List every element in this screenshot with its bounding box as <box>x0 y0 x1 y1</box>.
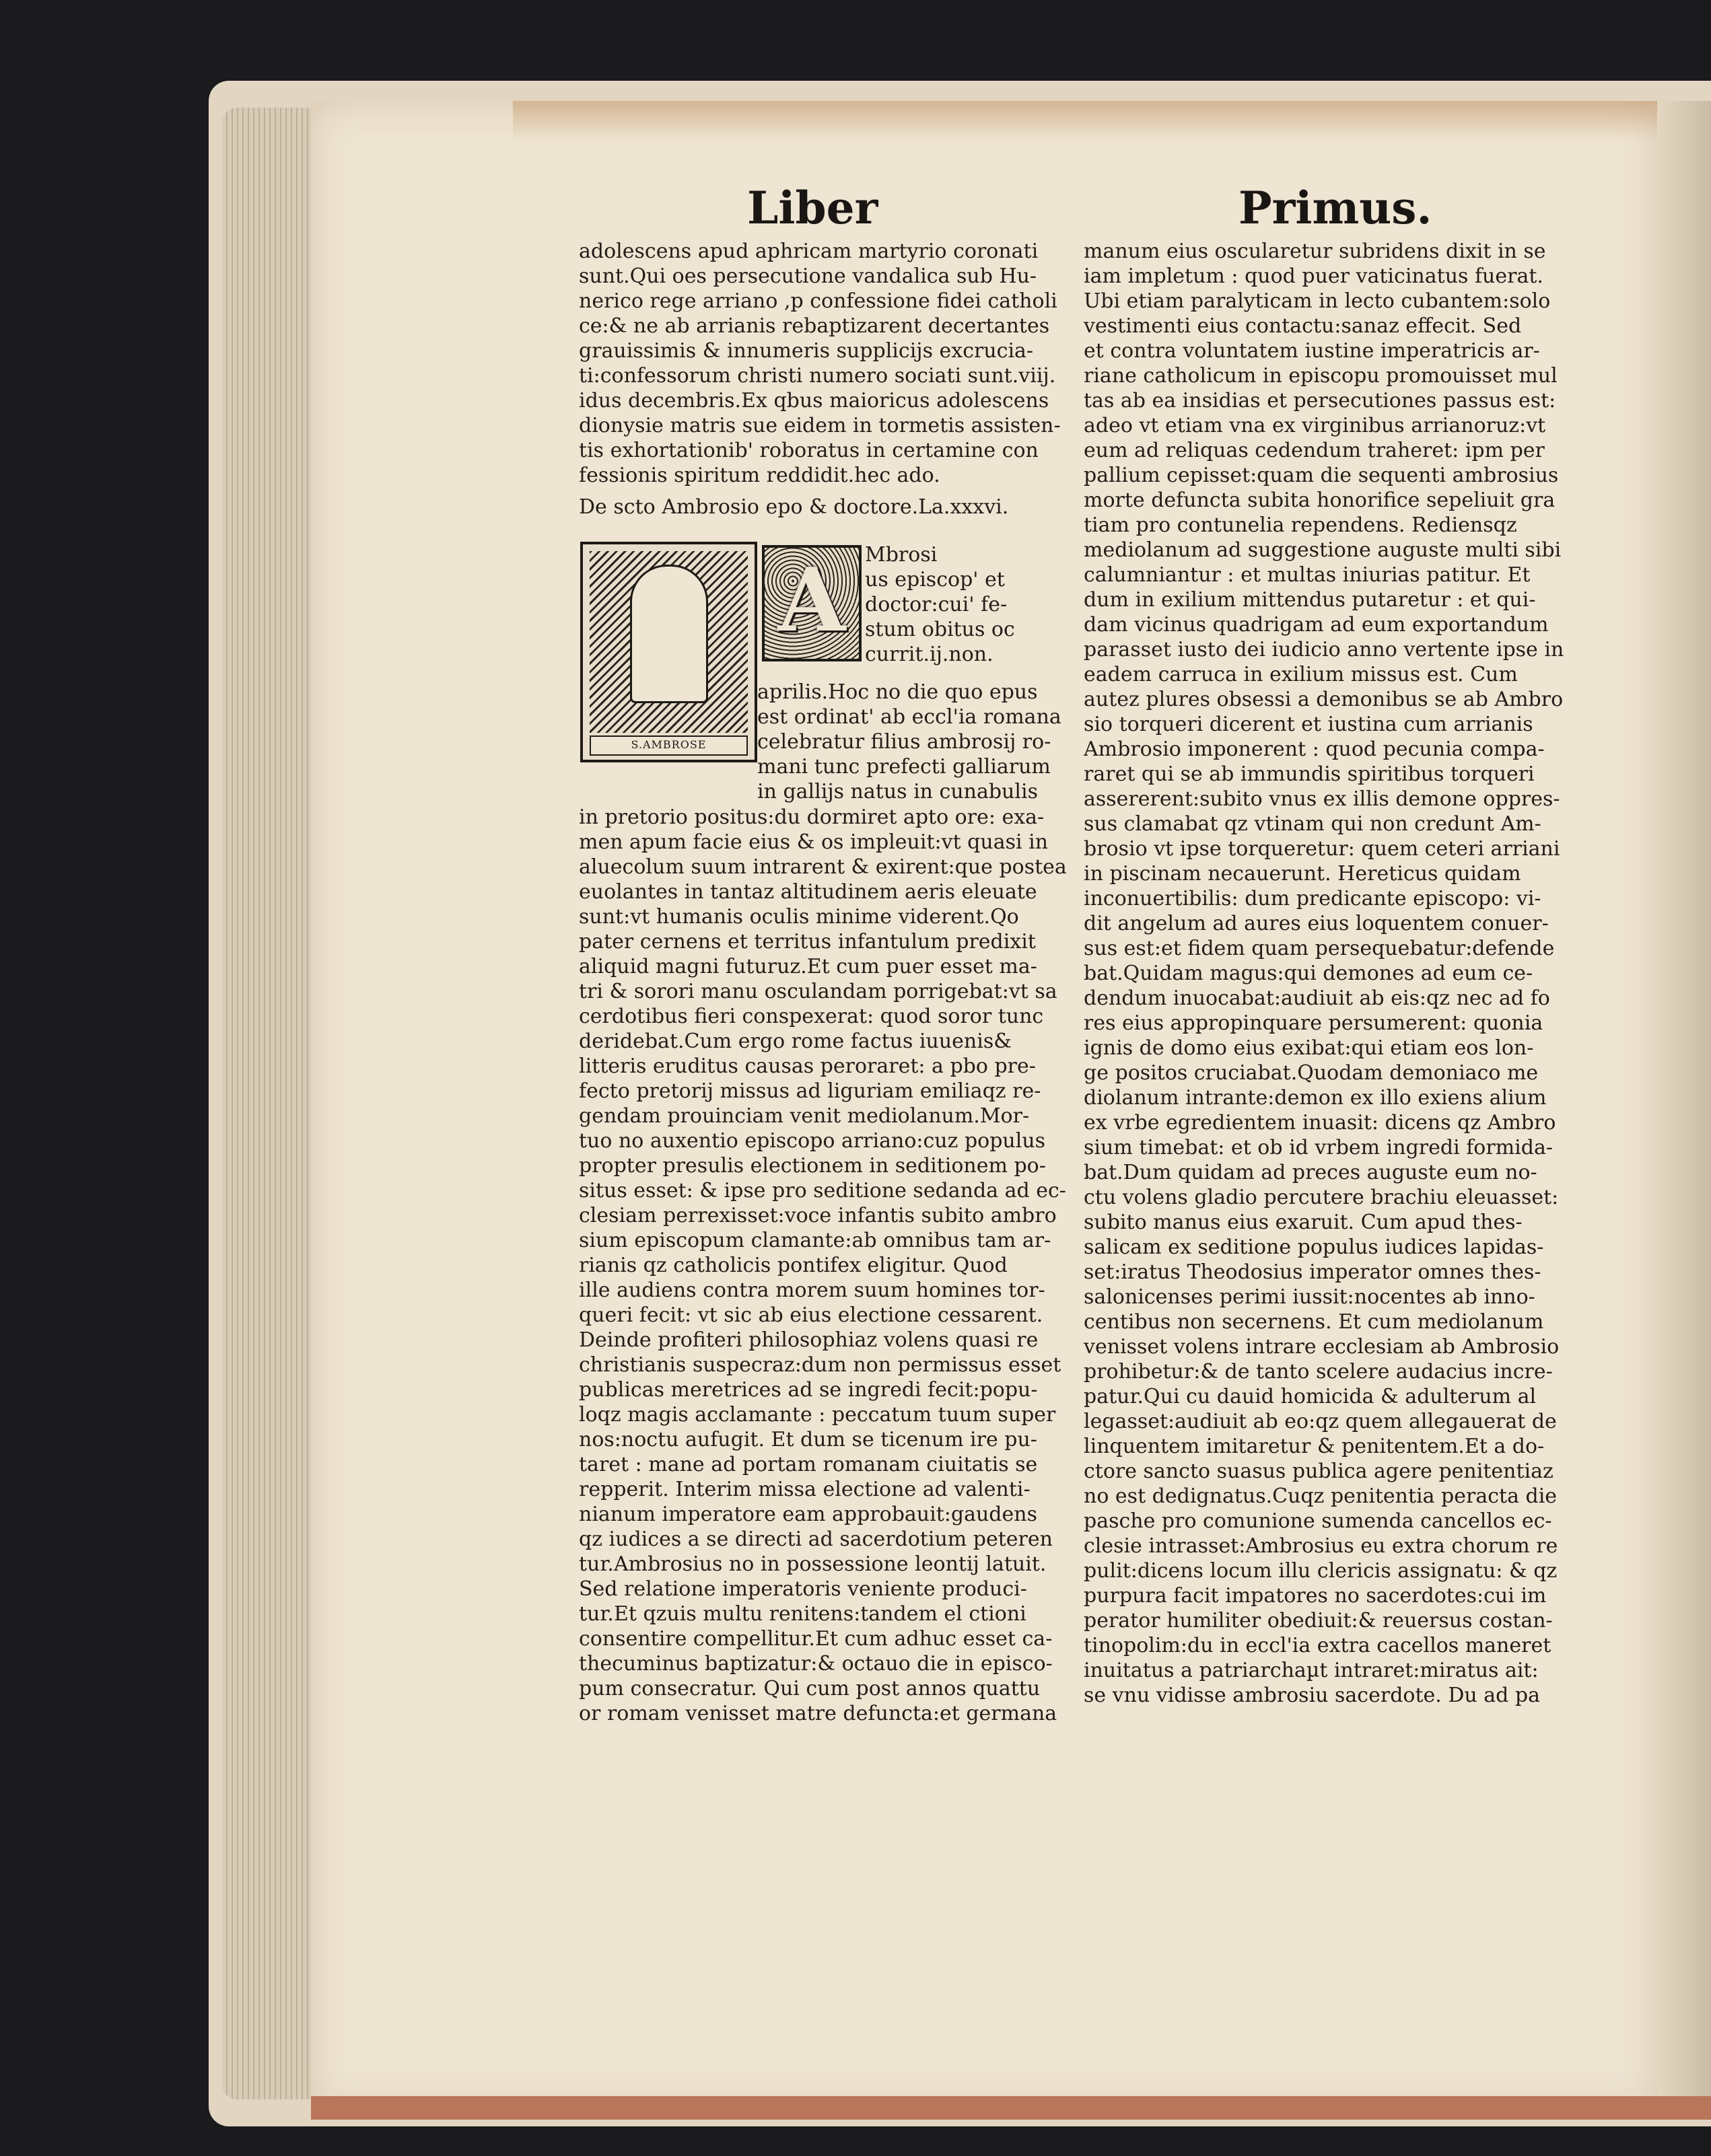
initial-letter: A <box>777 548 846 651</box>
text-line: stum obitus oc <box>865 618 1015 641</box>
text-line: tis exhortationib' roboratus in certamine con <box>579 439 1039 462</box>
text-line: loqz magis acclamante : peccatum tuum super <box>579 1403 1056 1427</box>
page-edges <box>222 108 323 2099</box>
text-line: tuo no auxentio episcopo arriano:cuz populus <box>579 1129 1046 1153</box>
text-line: Mbrosi <box>865 543 938 567</box>
text-line: pulit:dicens locum illu clericis assignatu: & qz <box>1084 1559 1558 1583</box>
header-right: Primus. <box>1238 182 1432 234</box>
text-line: publicas meretrices ad se ingredi fecit:popu- <box>579 1378 1038 1402</box>
text-line: legasset:audiuit ab eo:qz quem allegauerat de <box>1084 1410 1557 1433</box>
text-line: linquentem imitaretur & penitentem.Et a do- <box>1084 1435 1545 1458</box>
left-column-top <box>579 239 1097 488</box>
text-line: grauissimis & innumeris supplicijs excrucia- <box>579 339 1034 363</box>
text-line: christianis suspecraz:dum non permissus esset <box>579 1353 1061 1377</box>
text-line: prohibetur:& de tanto scelere audacius incre- <box>1084 1360 1553 1384</box>
text-line: iam impletum : quod puer vaticinatus fuerat. <box>1084 264 1543 288</box>
text-line: venisset volens intrare ecclesiam ab Ambrosio <box>1084 1335 1560 1359</box>
text-line: perator humiliter obediuit:& reuersus costan- <box>1084 1609 1553 1632</box>
text-line: autez plures obsessi a demonibus se ab Ambro <box>1084 688 1564 711</box>
text-line: tinopolim:du in eccl'ia extra cacellos maneret <box>1084 1634 1551 1657</box>
text-line: centibus non secernens. Et cum mediolanum <box>1084 1310 1544 1334</box>
right-column <box>1084 239 1602 1708</box>
text-line: Ambrosio imponerent : quod pecunia compa- <box>1084 738 1545 761</box>
text-line: nerico rege arriano ,p confessione fidei catholi <box>579 289 1057 313</box>
text-line: dionysie matris sue eidem in tormetis assisten- <box>579 414 1061 437</box>
decorated-initial <box>762 545 862 661</box>
text-line: repperit. Interim missa electione ad valenti- <box>579 1478 1031 1501</box>
text-line: subito manus eius exaruit. Cum apud thes- <box>1084 1211 1523 1234</box>
text-line: dendum inuocabat:audiuit ab eis:qz nec ad fo <box>1084 986 1550 1010</box>
text-line: nos:noctu aufugit. Et dum se ticenum ire pu- <box>579 1428 1037 1451</box>
text-line: in gallijs natus in cunabulis <box>757 780 1038 803</box>
woodcut-caption: S.AMBROSE <box>590 735 748 756</box>
text-line: riane catholicum in episcopu promouisset mul <box>1084 364 1558 388</box>
text-line: queri fecit: vt sic ab eius electione cessarent. <box>579 1303 1043 1327</box>
text-line: sunt:vt humanis oculis minime viderent.Qo <box>579 905 1019 929</box>
text-line: qz iudices a se directi ad sacerdotium peteren <box>579 1528 1053 1551</box>
text-line: euolantes in tantaz altitudinem aeris eleuate <box>579 880 1037 904</box>
text-line: morte defuncta subita honorifice sepeliuit gra <box>1084 489 1556 512</box>
text-line: parasset iusto dei iudicio anno vertente ipse in <box>1084 638 1564 661</box>
running-header <box>747 182 1432 242</box>
text-line: clesiam perrexisset:voce infantis subito ambro <box>579 1204 1057 1227</box>
text-line: cerdotibus fieri conspexerat: quod soror tunc <box>579 1005 1044 1028</box>
text-line: ce:& ne ab arrianis rebaptizarent decertantes <box>579 314 1050 338</box>
text-line: in pretorio positus:du dormiret apto ore: exa- <box>579 805 1045 829</box>
text-line: doctor:cui' fe- <box>865 593 1008 616</box>
text-line: men apum facie eius & os impleuit:vt quasi in <box>579 830 1049 854</box>
text-line: pater cernens et territus infantulum predixit <box>579 930 1036 954</box>
text-line: Ubi etiam paralyticam in lecto cubantem:solo <box>1084 289 1551 313</box>
text-line: vestimenti eius contactu:sanaz effecit. Sed <box>1084 314 1522 338</box>
text-line: eadem carruca in exilium missus est. Cum <box>1084 663 1518 686</box>
text-line: manum eius oscularetur subridens dixit in se <box>1084 240 1546 263</box>
text-line: propter presulis electionem in seditionem po- <box>579 1154 1046 1178</box>
text-line: tur.Et qzuis multu renitens:tandem el ctioni <box>579 1602 1026 1626</box>
text-line: in piscinam necauerunt. Hereticus quidam <box>1084 862 1521 886</box>
text-line: et contra voluntatem iustine imperatricis ar- <box>1084 339 1540 363</box>
text-line: patur.Qui cu dauid homicida & adulterum al <box>1084 1385 1537 1408</box>
text-line: set:iratus Theodosius imperator omnes thes- <box>1084 1260 1541 1284</box>
text-line: tiam pro contunelia rependens. Rediensqz <box>1084 513 1517 537</box>
text-line: bat.Quidam magus:qui demones ad eum ce- <box>1084 962 1533 985</box>
text-line: Deinde profiteri philosophiaz volens quasi re <box>579 1328 1039 1352</box>
text-line: aliquid magni futuruz.Et cum puer esset ma- <box>579 955 1037 978</box>
text-line: aluecolum suum intrarent & exirent:que postea <box>579 855 1067 879</box>
text-line: dam vicinus quadrigam ad eum exportandum <box>1084 613 1549 637</box>
text-line: idus decembris.Ex qbus maioricus adolescens <box>579 389 1049 412</box>
text-line: ctore sancto suasus publica agere penitentiaz <box>1084 1460 1553 1483</box>
bishop-figure <box>630 565 708 703</box>
text-line: calumniantur : et multas iniurias patitur. Et <box>1084 563 1531 587</box>
text-line: situs esset: & ipse pro seditione sedanda ad ec- <box>579 1179 1066 1202</box>
text-line: ge positos cruciabat.Quodam demoniaco me <box>1084 1061 1539 1085</box>
text-line: tur.Ambrosius no in possessione leontij latuit. <box>579 1552 1047 1576</box>
text-line: ignis de domo eius exibat:qui etiam eos lon- <box>1084 1036 1534 1060</box>
text-line: pasche pro comunione sumenda cancellos ec- <box>1084 1509 1552 1533</box>
text-line: currit.ij.non. <box>865 643 993 666</box>
text-line: brosio vt ipse torqueretur: quem ceteri arriani <box>1084 837 1560 861</box>
text-line: adolescens apud aphricam martyrio coronati <box>579 240 1039 263</box>
text-line: raret qui se ab immundis spiritibus torqueri <box>1084 762 1535 786</box>
text-line: est ordinat' ab eccl'ia romana <box>757 705 1061 729</box>
text-line: litteris eruditus causas peroraret: a pbo pre- <box>579 1054 1036 1078</box>
text-line: sus est:et fidem quam persequebatur:defende <box>1084 937 1555 960</box>
text-line: res eius appropinquare persumerent: quonia <box>1084 1011 1543 1035</box>
bottom-edge <box>311 2096 1711 2120</box>
text-line: sio torqueri dicerent et iustina cum arrianis <box>1084 713 1533 736</box>
text-line: celebratur filius ambrosij ro- <box>757 730 1051 754</box>
text-line: inconuertibilis: dum predicante episcopo: vi- <box>1084 887 1541 910</box>
gutter-edge <box>1657 101 1711 2110</box>
text-line: eum ad reliquas cedendum traheret: ipm per <box>1084 439 1545 462</box>
water-stain <box>513 101 1657 141</box>
chapter-title: De scto Ambrosio epo & doctore.La.xxxvi. <box>579 495 1009 519</box>
text-line: pum consecratur. Qui cum post annos quattu <box>579 1677 1041 1700</box>
header-left: Liber <box>747 182 878 234</box>
left-indented-lines <box>865 542 1097 667</box>
text-line: rianis qz catholicis pontifex eligitur. Quod <box>579 1254 1008 1277</box>
text-line: dum in exilium mittendus putaretur : et qui- <box>1084 588 1536 612</box>
woodcut-saint-ambrose <box>580 542 757 762</box>
text-line: ille audiens contra morem suum homines tor- <box>579 1279 1045 1302</box>
text-line: purpura facit impatores no sacerdotes:cui im <box>1084 1584 1547 1608</box>
text-line: pallium cepisset:quam die sequenti ambrosius <box>1084 464 1559 487</box>
text-line: no est dedignatus.Cuqz penitentia peracta die <box>1084 1484 1558 1508</box>
text-line: tas ab ea insidias et persecutiones passus est: <box>1084 389 1556 412</box>
text-line: salicam ex seditione populus iudices lapidas- <box>1084 1235 1544 1259</box>
text-line: adeo vt etiam vna ex virginibus arrianoruz:vt <box>1084 414 1546 437</box>
text-line: mani tunc prefecti galliarum <box>757 755 1051 779</box>
text-line: sium timebat: et ob id vrbem ingredi formida- <box>1084 1136 1553 1159</box>
text-line: bat.Dum quidam ad preces auguste eum no- <box>1084 1161 1537 1184</box>
text-line: sus clamabat qz vtinam qui non credunt Am- <box>1084 812 1541 836</box>
text-line: aprilis.Hoc no die quo epus <box>757 680 1038 704</box>
text-line: tri & sorori manu osculandam porrigebat:vt sa <box>579 980 1057 1003</box>
text-line: inuitatus a patriarchaµt intraret:miratus ait: <box>1084 1659 1539 1682</box>
text-line: sium episcopum clamante:ab omnibus tam ar- <box>579 1229 1051 1252</box>
text-line: gendam prouinciam venit mediolanum.Mor- <box>579 1104 1030 1128</box>
text-line: ti:confessorum christi numero sociati sunt.viij. <box>579 364 1056 388</box>
text-line: consentire compellitur.Et cum adhuc esset ca- <box>579 1627 1053 1651</box>
text-line: salonicenses perimi iussit:nocentes ab inno- <box>1084 1285 1535 1309</box>
text-line: ex vrbe egredientem inuasit: dicens qz Ambro <box>1084 1111 1556 1135</box>
text-line: mediolanum ad suggestione auguste multi sibi <box>1084 538 1562 562</box>
text-line: nianum imperatore eam approbauit:gaudens <box>579 1503 1037 1526</box>
text-line: or romam venisset matre defuncta:et germana <box>579 1702 1057 1725</box>
text-line: sunt.Qui oes persecutione vandalica sub Hu- <box>579 264 1037 288</box>
text-line: thecuminus baptizatur:& octauo die in episco- <box>579 1652 1053 1676</box>
text-line: taret : mane ad portam romanam ciuitatis se <box>579 1453 1038 1476</box>
text-line: dit angelum ad aures eius loquentem conuer- <box>1084 912 1549 935</box>
text-line: us episcop' et <box>865 568 1005 591</box>
text-line: fecto pretorij missus ad liguriam emiliaqz re- <box>579 1079 1041 1103</box>
left-column-lower <box>579 805 1097 1726</box>
left-middle-lines <box>757 680 1097 804</box>
text-line: assererent:subito vnus ex illis demone oppres- <box>1084 787 1560 811</box>
text-line: fessionis spiritum reddidit.hec ado. <box>579 464 940 487</box>
text-line: se vnu vidisse ambrosiu sacerdote. Du ad pa <box>1084 1684 1540 1707</box>
text-line: Sed relatione imperatoris veniente produci- <box>579 1577 1027 1601</box>
text-line: deridebat.Cum ergo rome factus iuuenis& <box>579 1030 1012 1053</box>
text-line: diolanum intrante:demon ex illo exiens alium <box>1084 1086 1547 1110</box>
text-line: clesie intrasset:Ambrosius eu extra chorum re <box>1084 1534 1558 1558</box>
text-line: ctu volens gladio percutere brachiu eleuasset: <box>1084 1186 1559 1209</box>
